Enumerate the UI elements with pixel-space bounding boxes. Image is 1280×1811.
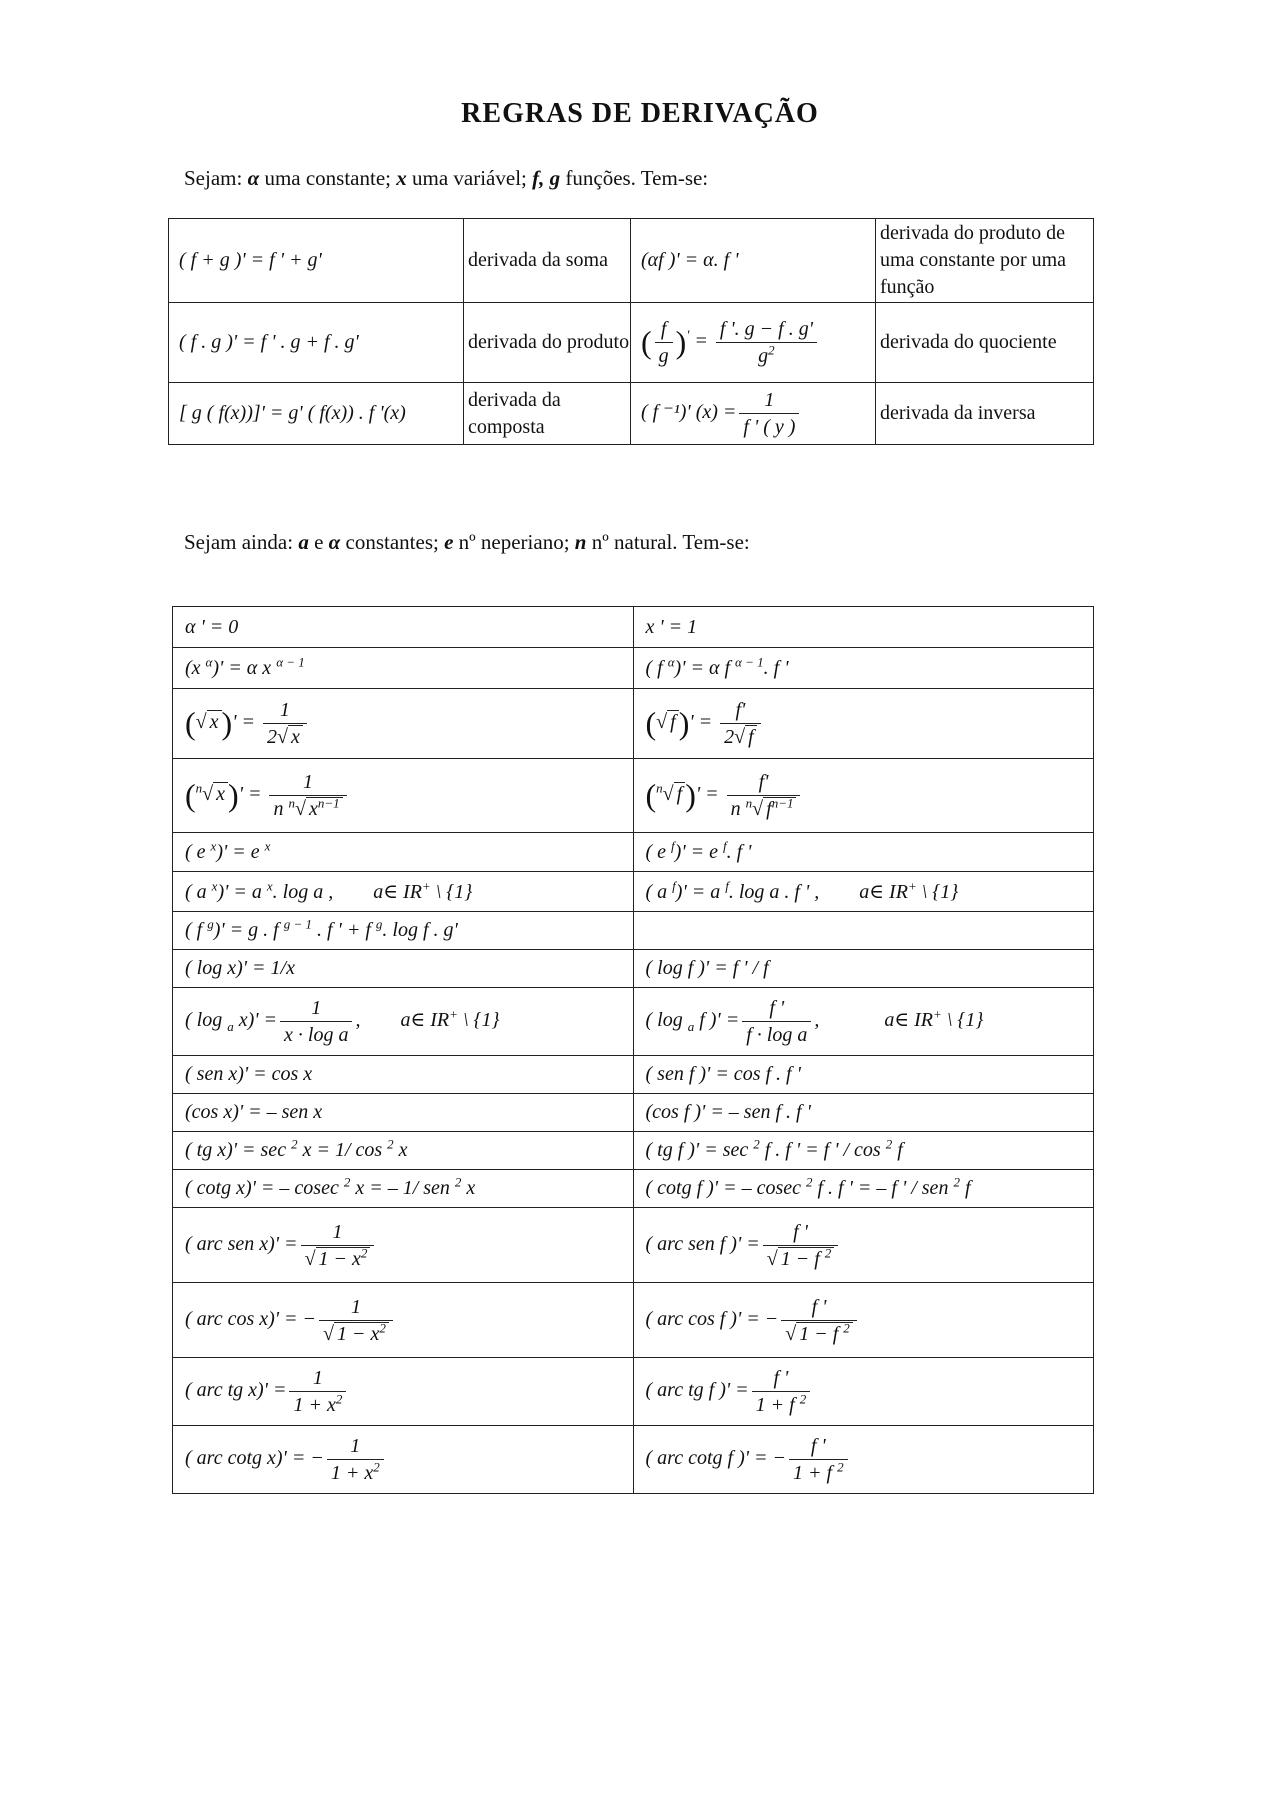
rule-cos-f: (cos f )' = – sen f . f '	[633, 1094, 1094, 1132]
rule-sum-desc: derivada da soma	[464, 219, 631, 303]
rule-ln-x: ( log x)' = 1/x	[173, 950, 634, 988]
rule-nroot-f: ($^n$√ f)' = $\frac{f'}{n ^n√ f^{n-1}}$	[633, 759, 1094, 833]
rule-ln-f: ( log f )' = f ' / f	[633, 950, 1094, 988]
rule-arccotg-f: ( arc cotg f )' = − $\frac{f '}{1 + f ^2}$	[633, 1426, 1094, 1494]
rule-fg: ( f $^g$)' = g . f $^{g - 1}$ . f ' + f $^g$. log f . g'	[173, 912, 634, 950]
rule-cos-x: (cos x)' = – sen x	[173, 1094, 634, 1132]
rule-sen-x: ( sen x)' = cos x	[173, 1056, 634, 1094]
rule-tg-f: ( tg f )' = sec $^2$ f . f ' = f ' / cos $^2$ f	[633, 1132, 1094, 1170]
rule-composite-desc: derivada da composta	[464, 383, 631, 445]
rule-sqrt-x: (√ x)' = $\frac{1}{2√ x}$	[173, 689, 634, 759]
rule-const-product: (αf )' = α. f '	[631, 219, 876, 303]
rule-inverse-desc: derivada da inversa	[876, 383, 1094, 445]
rule-loga-f: ( log $_a$ f )' = $\frac{f '}{\text{f · log a}}$ , a∈ IR+ \ {1}	[633, 988, 1094, 1056]
rule-sqrt-f: (√ f)' = $\frac{f'}{2√ f}$	[633, 689, 1094, 759]
rule-arcsen-x: ( arc sen x)' = $\frac{1}{√ 1 - x^2}$	[173, 1208, 634, 1283]
rule-tg-x: ( tg x)' = sec $^2$ x = 1/ cos $^2$ x	[173, 1132, 634, 1170]
basic-rules-table	[168, 218, 1094, 445]
rule-cotg-f: ( cotg f )' = – cosec $^2$ f . f ' = – f ' / sen $^2$ f	[633, 1170, 1094, 1208]
rule-composite: [ g ( f(x))]' = g' ( f(x)) . f '(x)	[169, 383, 464, 445]
rule-arccos-f: ( arc cos f )' = − $\frac{f '}{√ 1 - f ^2}$	[633, 1283, 1094, 1358]
rule-arccotg-x: ( arc cotg x)' = − $\frac{1}{1 + x^2}$	[173, 1426, 634, 1494]
rule-arctg-f: ( arc tg f )' = $\frac{f '}{1 + f ^2}$	[633, 1358, 1094, 1426]
rule-loga-x: ( log $_a$ x)' = $\frac{1}{\text{x · log a}}$ , a∈ IR+ \ {1}	[173, 988, 634, 1056]
rule-power-f: ( f $^\alpha$)' = α f $^{\alpha - 1}$. f '	[633, 648, 1094, 689]
rule-sum: ( f + g )' = f ' + g'	[169, 219, 464, 303]
rule-quotient: ( $\frac{f}{g}$ )' = $\frac{f '. g - f . g'}{g^2}$	[631, 303, 876, 383]
derivatives-table	[172, 606, 1094, 1494]
rule-ax: ( a $^x$)' = a $^x$. log a , a∈ IR+ \ {1}	[173, 872, 634, 912]
rule-sen-f: ( sen f )' = cos f . f '	[633, 1056, 1094, 1094]
intro-line-2: Sejam ainda: a e α constantes; e nº neperiano; n nº natural. Tem-se:	[184, 530, 750, 554]
rule-arcsen-f: ( arc sen f )' = $\frac{f '}{√ 1 - f ^2}$	[633, 1208, 1094, 1283]
rule-product-desc: derivada do produto	[464, 303, 631, 383]
rule-product: ( f . g )' = f ' . g + f . g'	[169, 303, 464, 383]
rule-exp-x: ( e $^x$)' = e $^x$	[173, 833, 634, 872]
rule-arccos-x: ( arc cos x)' = − $\frac{1}{√ 1 - x^2}$	[173, 1283, 634, 1358]
rule-nroot-x: ($^n$√ x)' = $\frac{1}{n ^n√ x^{n-1}}$	[173, 759, 634, 833]
rule-identity: x ' = 1	[633, 607, 1094, 648]
rule-inverse: ( f ⁻¹)' (x) = $\frac{1}{f ' ( y )}$	[631, 383, 876, 445]
rule-arctg-x: ( arc tg x)' = $\frac{1}{1 + x^2}$	[173, 1358, 634, 1426]
rule-exp-f: ( e $^f$)' = e $^f$. f '	[633, 833, 1094, 872]
rule-const-product-desc: derivada do produto de uma constante por uma função	[876, 219, 1094, 303]
page-title: REGRAS DE DERIVAÇÃO	[461, 98, 819, 129]
rule-cotg-x: ( cotg x)' = – cosec $^2$ x = – 1/ sen $^2$ x	[173, 1170, 634, 1208]
rule-af: ( a $^f$)' = a $^f$. log a . f ' , a∈ IR+ \ {1}	[633, 872, 1094, 912]
rule-const: α ' = 0	[173, 607, 634, 648]
intro-line-1: Sejam: α uma constante; x uma variável; f, g funções. Tem-se:	[184, 166, 709, 190]
rule-power-x: (x $^\alpha$)' = α x $^{\alpha - 1}$	[173, 648, 634, 689]
rule-quotient-desc: derivada do quociente	[876, 303, 1094, 383]
empty-cell	[633, 912, 1094, 950]
